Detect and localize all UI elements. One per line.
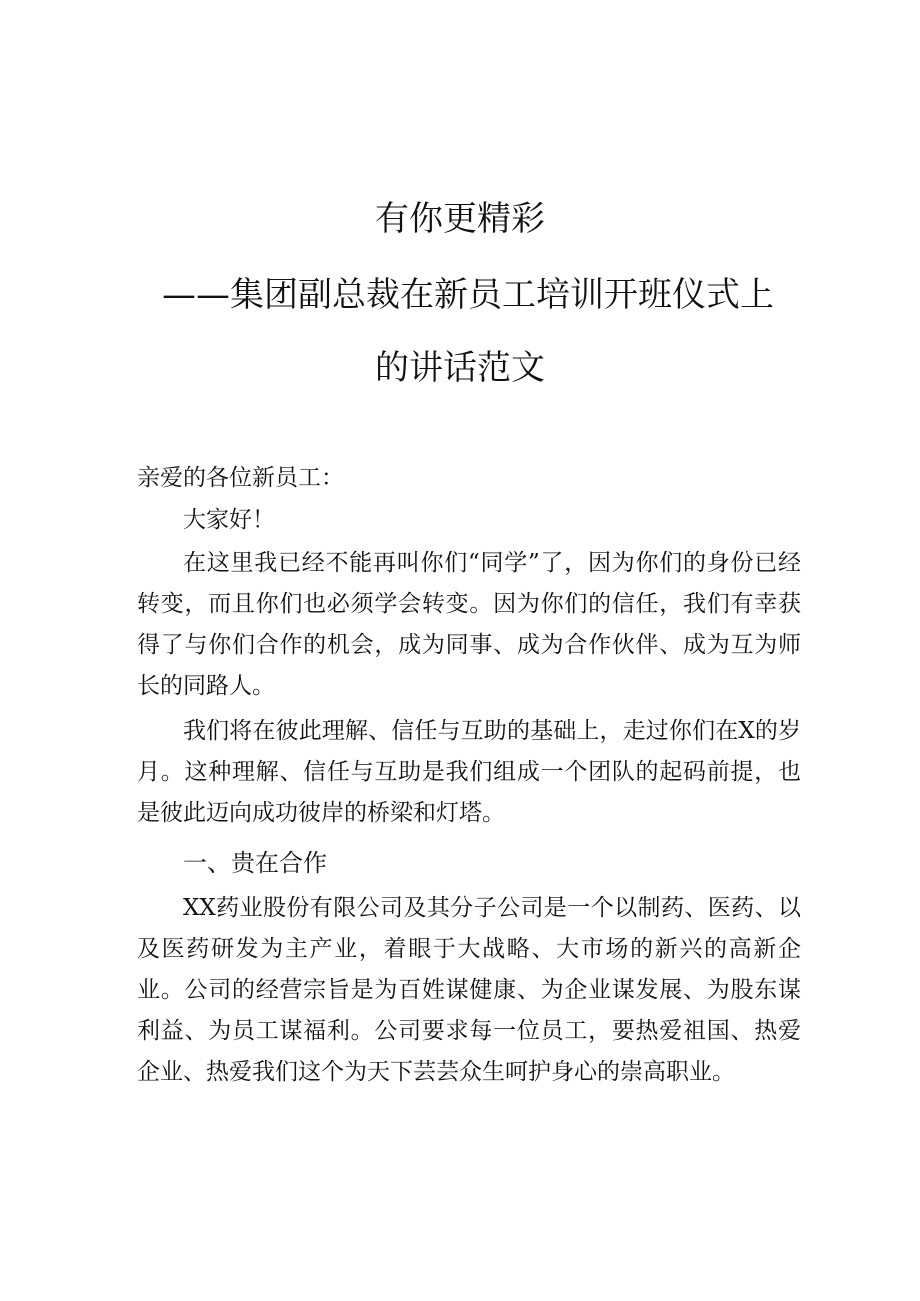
body-paragraph-1: 在这里我已经不能再叫你们“同学”了，因为你们的身份已经转变，而且你们也必须学会转变。因为你们的信任，我们有幸获得了与你们合作的机会，成为同事、成为合作伙伴、成为互为师长的同路人。 bbox=[137, 550, 801, 699]
document-subtitle-line2: 的讲话范文 bbox=[375, 348, 545, 388]
body-paragraph-3: XX药业股份有限公司及其分子公司是一个以制药、医药、以及医药研发为主产业，着眼于大战略、大市场的新兴的高新企业。公司的经营宗旨是为百姓谋健康、为企业谋发展、为股东谋利益、为员工谋福利。公司要求每一位员工，要热爱祖国、热爱企业、热爱我们这个为天下芸芸众生呵护身心的崇高职业。 bbox=[137, 895, 801, 1085]
body-paragraph-2: 我们将在彼此理解、信任与互助的基础上，走过你们在X的岁月。这种理解、信任与互助是我们组成一个团队的起码前提，也是彼此迈向成功彼岸的桥梁和灯塔。 bbox=[137, 718, 801, 826]
document-title: 有你更精彩 bbox=[375, 199, 545, 239]
document-subtitle-line1: ——集团副总裁在新员工培训开班仪式上 bbox=[162, 275, 774, 315]
salutation: 亲爱的各位新员工： bbox=[137, 465, 344, 491]
section-heading: 一、贵在合作 bbox=[183, 849, 327, 877]
greeting: 大家好！ bbox=[183, 507, 275, 533]
